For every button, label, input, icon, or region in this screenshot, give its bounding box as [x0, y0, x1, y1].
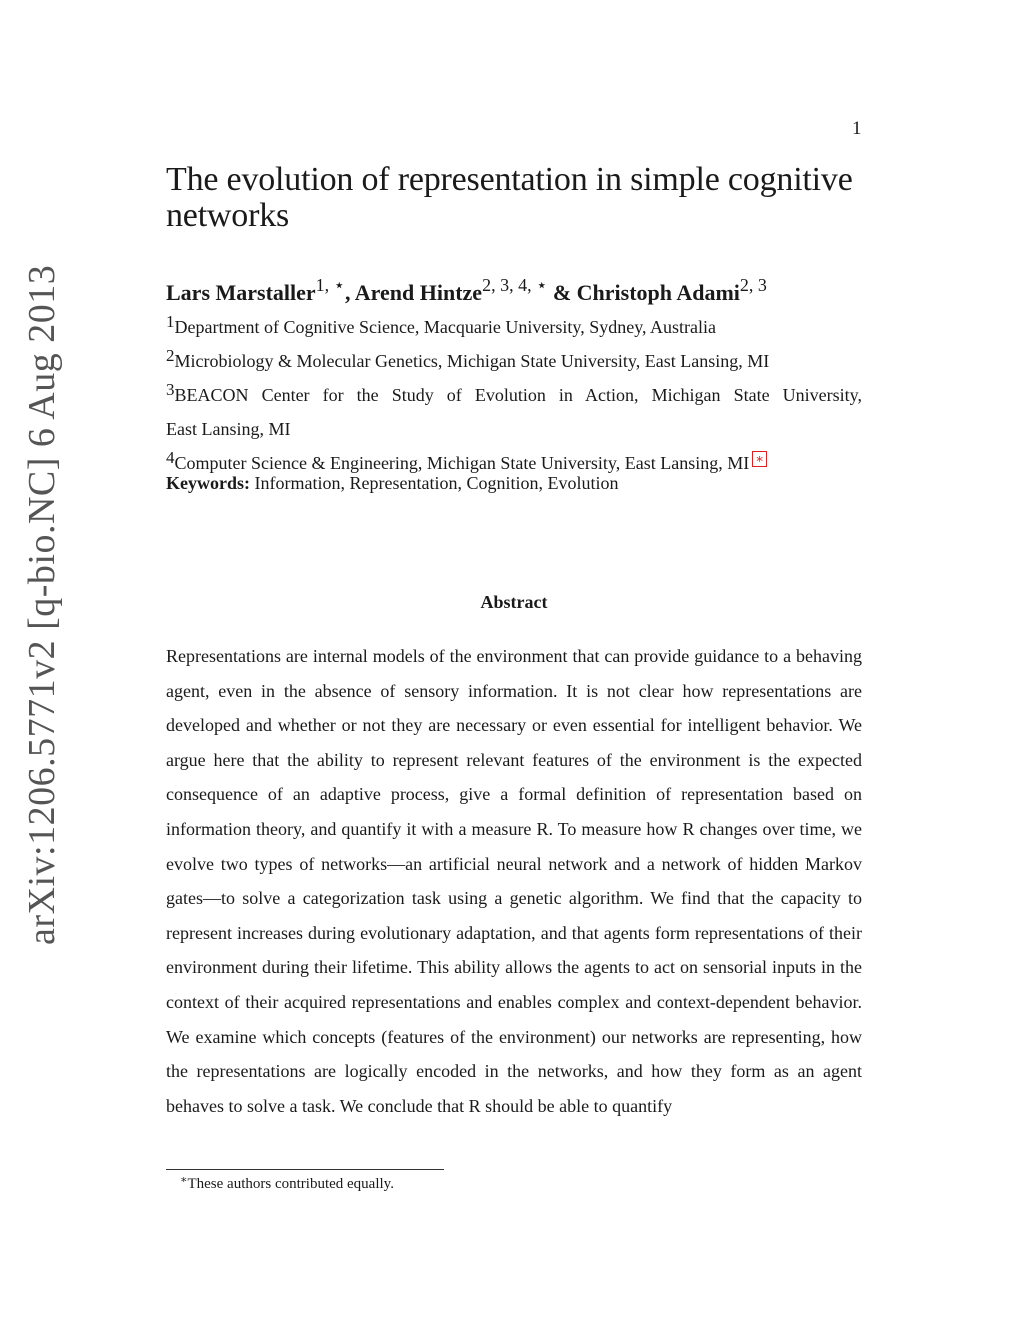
affiliation [166, 344, 862, 378]
affiliation [166, 310, 862, 344]
author-list [166, 275, 862, 308]
affiliation-continuation: East Lansing, MI [166, 419, 291, 439]
affiliation-text: Computer Science & Engineering, Michigan State University, East Lansing, MI [174, 453, 750, 473]
keywords-label: Keywords: [166, 473, 250, 493]
abstract-heading: Abstract [480, 592, 548, 612]
affiliation-text: Department of Cognitive Science, Macquarie University, Sydney, Australia [174, 317, 717, 337]
affiliation-list [166, 310, 862, 480]
keywords-text: Information, Representation, Cognition, Evolution [254, 473, 619, 493]
affiliation-text: BEACON Center for the Study of Evolution in Action, Michigan State University, [174, 385, 862, 405]
affiliation [166, 378, 862, 412]
footnote [180, 1176, 394, 1193]
author-name: Arend Hintze [354, 280, 483, 305]
author-affiliation-marks: 1, ⋆ [315, 275, 345, 295]
author-separator: & [547, 280, 577, 305]
footnote-marker: ∗ [180, 1174, 188, 1186]
page-number: 1 [852, 118, 862, 139]
footnote-divider [166, 1169, 444, 1170]
author-separator: , [344, 280, 355, 305]
footnote-link[interactable]: ∗ [752, 451, 767, 467]
paper-front-matter [166, 162, 862, 1123]
arxiv-identifier-stamp: arXiv:1206.5771v2 [q-bio.NC] 6 Aug 2013 [21, 264, 63, 945]
affiliation-number: 4 [166, 448, 175, 467]
footnote-text: These authors contributed equally. [187, 1176, 394, 1192]
affiliation-text: Microbiology & Molecular Genetics, Michigan State University, East Lansing, MI [174, 351, 770, 371]
affiliation-number: 1 [166, 312, 175, 331]
author-affiliation-marks: 2, 3, 4, ⋆ [482, 275, 548, 295]
author-name: Lars Marstaller [166, 280, 316, 305]
author-affiliation-marks: 2, 3 [739, 275, 767, 295]
abstract-body: Representations are internal models of the environment that can provide guidance to a behaving agent, even in the absence of sensory information. It is not clear how representations are developed and whether or not they are necessary or even essential for intelligent behavior. We argue here that the ability to represent relevant features of the environment is the expected consequence of an adaptive process, give a formal definition of representation based on information theory, and quantify it with a measure R. To measure how R changes over time, we evolve two types of networks—an artificial neural network and a network of hidden Markov gates—to solve a categorization task using a genetic algorithm. We find that the capacity to represent increases during evolutionary adaptation, and that agents form representations of their environment during their lifetime. This ability allows the agents to act on sensorial inputs in the context of their acquired representations and enables complex and context-dependent behavior. We examine which concepts (features of the environment) our networks are representing, how the representations are logically encoded in the networks, and how they form as an agent behaves to solve a task. We conclude that R should be able to quantify [166, 646, 862, 1116]
affiliation-number: 2 [166, 346, 175, 365]
author-name: Christoph Adami [576, 280, 740, 305]
affiliation-number: 3 [166, 380, 175, 399]
paper-title: The evolution of representation in simple cognitive networks [166, 161, 853, 234]
